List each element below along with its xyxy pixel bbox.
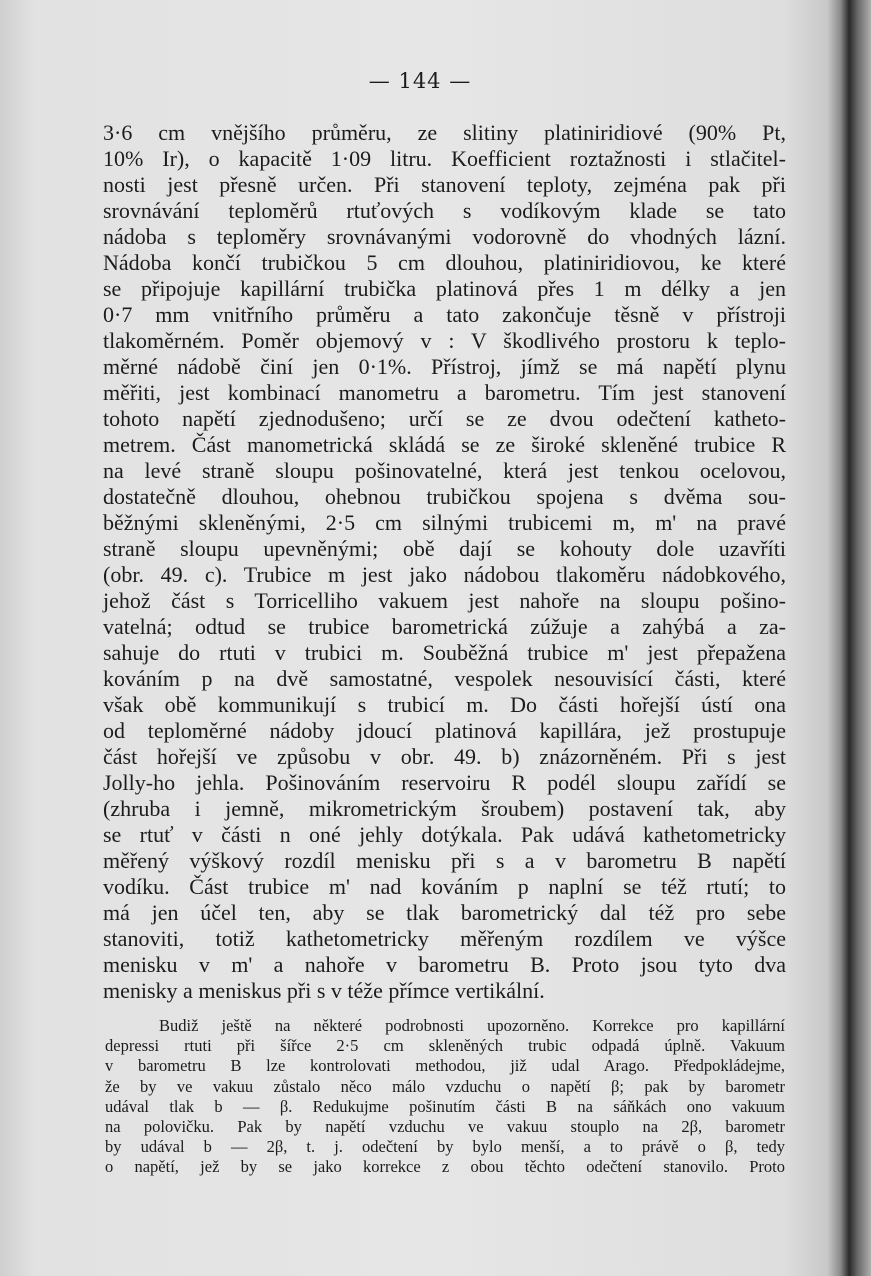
text-line: vatelná; odtud se trubice barometrická zúžuje a zahýbá a za- (103, 614, 786, 639)
text-line: tlakoměrném. Poměr objemový v : V škodlivého prostoru k teplo- (103, 328, 786, 353)
text-line: nosti jest přesně určen. Při stanovení teploty, zejména pak při (103, 172, 786, 197)
text-line: 3·6 cm vnějšího průměru, ze slitiny platiniridiové (90% Pt, (103, 120, 786, 145)
text-line: menisku v m' a nahoře v barometru B. Proto jsou tyto dva (103, 952, 786, 977)
text-line: (zhruba i jemně, mikrometrickým šroubem) postavení tak, aby (103, 796, 786, 821)
text-line: straně sloupu upevněnými; obě dají se kohouty dole uzavříti (103, 536, 786, 561)
footnote-line: depressi rtuti při šířce 2·5 cm skleněných trubic odpadá úplně. Vakuum (105, 1036, 785, 1056)
main-text (103, 120, 786, 1004)
text-line: část hořejší ve způsobu v obr. 49. b) znázorněném. Při s jest (103, 744, 786, 769)
text-line: sahuje do rtuti v trubici m. Souběžná trubice m' jest přepažena (103, 640, 786, 665)
text-line: jehož část s Torricelliho vakuem jest nahoře na sloupu pošino- (103, 588, 786, 613)
text-line: měřený výškový rozdíl menisku při s a v barometru B napětí (103, 848, 786, 873)
text-line: však obě kommunikují s trubicí m. Do části hořejší ústí ona (103, 692, 786, 717)
footnote-line: udával tlak b — β. Redukujme pošinutím části B na sáňkách ono vakuum (105, 1096, 785, 1116)
text-line: má jen účel ten, aby se tlak barometrický dal též pro sebe (103, 900, 786, 925)
text-line: dostatečně dlouhou, ohebnou trubičkou spojena s dvěma sou- (103, 484, 786, 509)
text-line: na levé straně sloupu pošinovatelné, která jest tenkou ocelovou, (103, 458, 786, 483)
text-line: 0·7 mm vnitřního průměru a tato zakončuje těsně v přístroji (103, 302, 786, 327)
footnote-text (105, 1016, 785, 1178)
footnote-line: Budiž ještě na některé podrobnosti upozorněno. Korrekce pro kapillární (159, 1016, 785, 1035)
footnote-line: že by ve vakuu zůstalo něco málo vzduchu o napětí β; pak by barometr (105, 1076, 785, 1096)
text-line: měřiti, jest kombinací manometru a barometru. Tím jest stanovení (103, 380, 786, 405)
text-line: stanoviti, totiž kathetometricky měřeným rozdílem ve výšce (103, 926, 786, 951)
footnote-line: by udával b — 2β, t. j. odečtení by bylo menší, a to právě o β, tedy (105, 1137, 785, 1157)
text-line: 10% Ir), o kapacitě 1·09 litru. Koefficient roztažnosti i stlačitel- (103, 146, 786, 171)
text-line: metrem. Část manometrická skládá se ze široké skleněné trubice R (103, 432, 786, 457)
footnote-line: na polovičku. Pak by napětí vzduchu ve vakuu stouplo na 2β, barometr (105, 1116, 785, 1136)
text-line: vodíku. Část trubice m' nad kováním p naplní se též rtutí; to (103, 874, 786, 899)
text-line: tohoto napětí zjednodušeno; určí se ze dvou odečtení katheto- (103, 406, 786, 431)
page-number: — 144 — (368, 69, 472, 93)
text-line: běžnými skleněnými, 2·5 cm silnými trubicemi m, m' na pravé (103, 510, 786, 535)
text-line: od teploměrné nádoby jdoucí platinová kapillára, jež prostupuje (103, 718, 786, 743)
footnote-line: v barometru B lze kontrolovati methodou, již udal Arago. Předpokládejme, (105, 1056, 785, 1076)
text-line: měrné nádobě činí jen 0·1%. Přístroj, jímž se má napětí plynu (103, 354, 786, 379)
text-line: se rtuť v části n oné jehly dotýkala. Pak udává kathetometricky (103, 822, 786, 847)
text-line: Nádoba končí trubičkou 5 cm dlouhou, platiniridiovou, ke které (103, 250, 786, 275)
text-line: (obr. 49. c). Trubice m jest jako nádobou tlakoměru nádobkového, (103, 562, 786, 587)
text-line: Jolly-ho jehla. Pošinováním reservoiru R podél sloupu zařídí se (103, 770, 786, 795)
text-line: kováním p na dvě samostatné, vespolek nesouvisící části, které (103, 666, 786, 691)
text-line: srovnávání teploměrů rtuťových s vodíkovým klade se tato (103, 198, 786, 223)
text-line: nádoba s teploměry srovnávanými vodorovně do vhodných lázní. (103, 224, 786, 249)
text-line: se připojuje kapillární trubička platinová přes 1 m délky a jen (103, 276, 786, 301)
text-line: menisky a meniskus při s v téže přímce vertikální. (103, 978, 545, 1003)
footnote-line: o napětí, jež by se jako korrekce z obou těchto odečtení stanovilo. Proto (105, 1157, 785, 1177)
